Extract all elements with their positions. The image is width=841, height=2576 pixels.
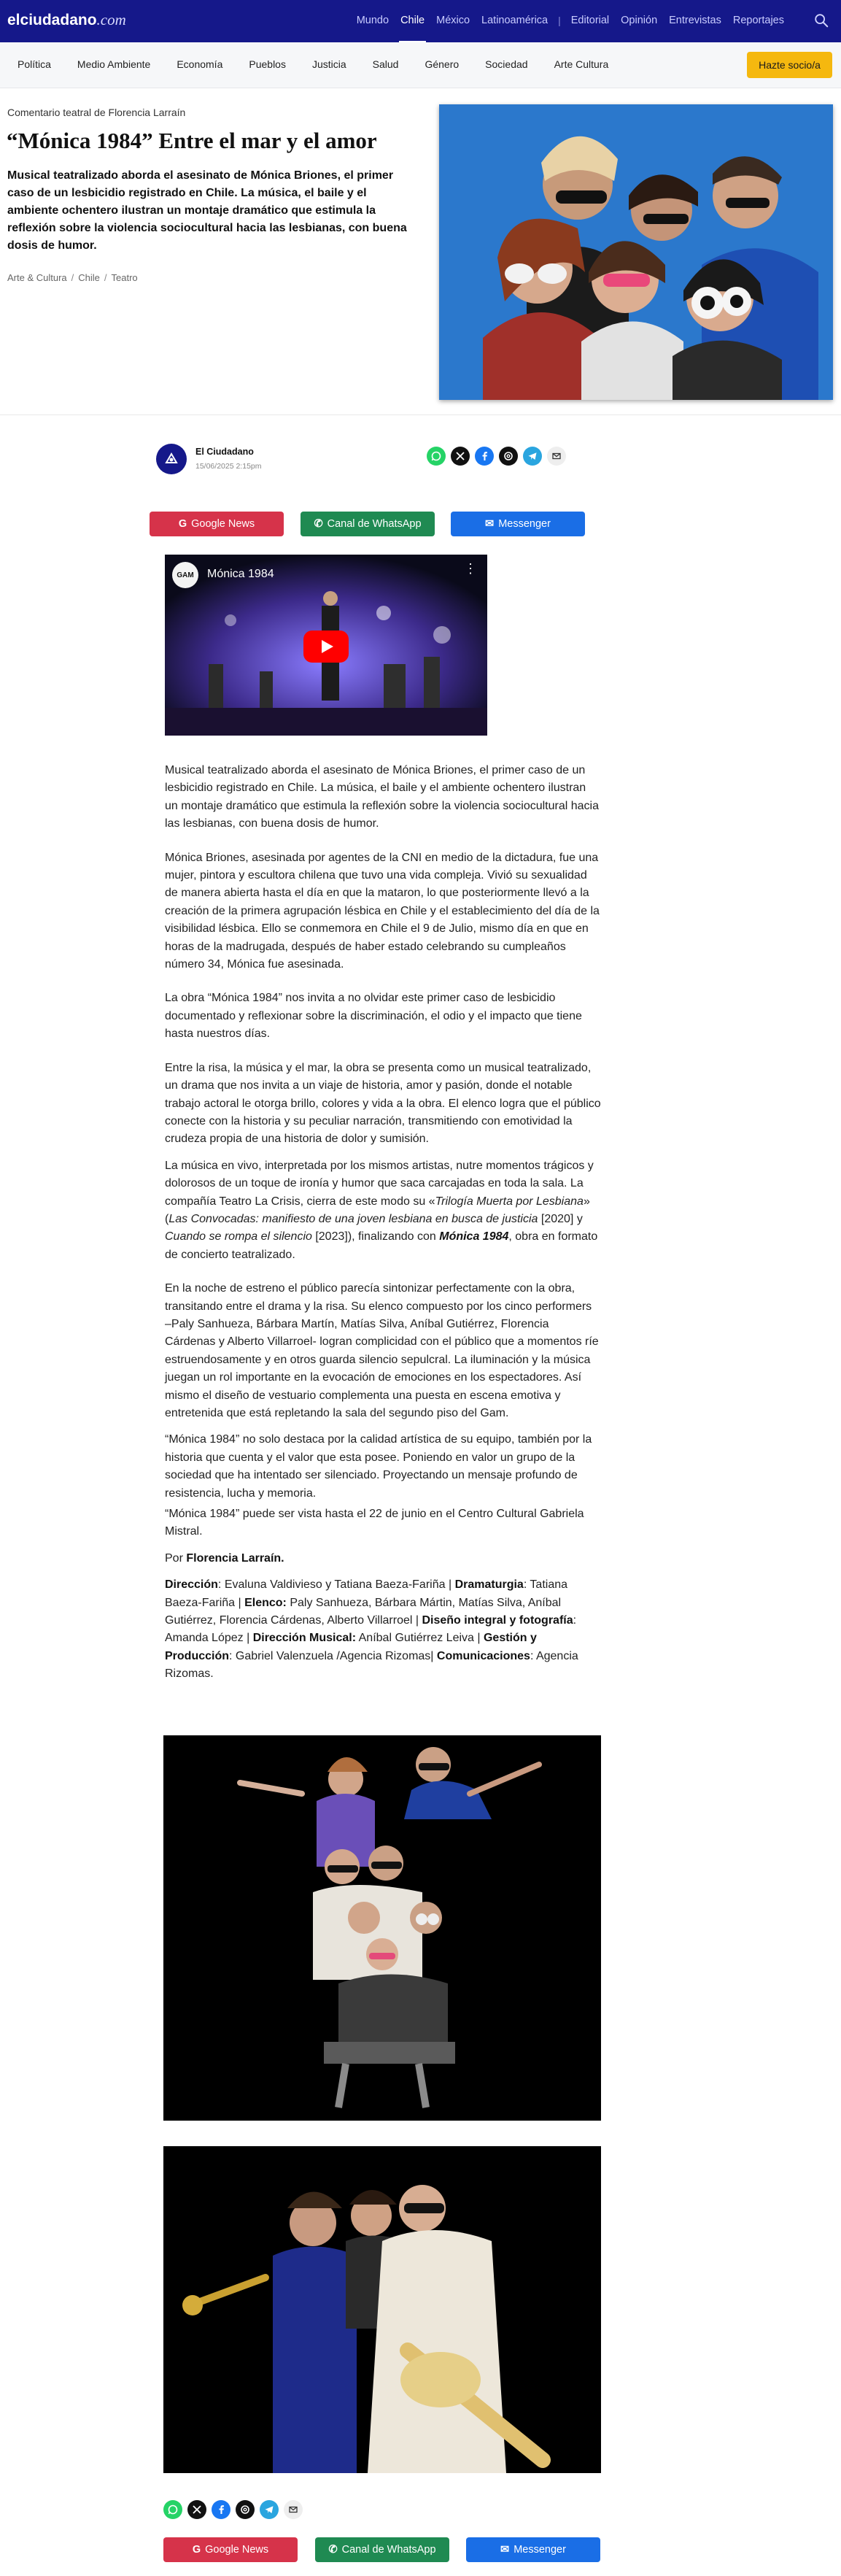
category-list bbox=[18, 58, 635, 70]
category-medio-ambiente[interactable]: Medio Ambiente bbox=[77, 58, 151, 70]
google-news-button[interactable]: G Google News bbox=[163, 2537, 298, 2562]
telegram-icon[interactable] bbox=[523, 447, 542, 466]
avatar[interactable] bbox=[156, 444, 187, 474]
telegram-icon[interactable] bbox=[260, 2500, 279, 2519]
threads-icon[interactable] bbox=[236, 2500, 255, 2519]
play-icon[interactable] bbox=[303, 630, 349, 663]
nav-latinoamerica[interactable]: Latinoamérica bbox=[481, 15, 549, 26]
email-icon[interactable] bbox=[547, 447, 566, 466]
hero-dek: Musical teatralizado aborda el asesinato de Mónica Briones, el primer caso de un lesbicidio registrado en Chile. La música, el baile y el ambiente ochentero ilustran un montaje dramático que estimula la reflexión sobre la violencia sociocultural hacia las lesbianas, con buena dosis de humor. bbox=[7, 169, 407, 252]
nav-mundo[interactable]: Mundo bbox=[356, 15, 390, 26]
google-icon: G bbox=[192, 2544, 201, 2556]
author-credit: Por Florencia Larraín. bbox=[165, 1551, 284, 1565]
video-channel-avatar[interactable]: GAM bbox=[172, 562, 198, 588]
messenger-icon: ✉ bbox=[500, 2544, 510, 2556]
breadcrumb: Arte & Cultura / Chile / Teatro bbox=[7, 272, 138, 283]
whatsapp-icon[interactable] bbox=[427, 447, 446, 466]
more-options-icon[interactable]: ⋮ bbox=[464, 561, 477, 576]
article-paragraph: La obra “Mónica 1984” nos invita a no olvidar este primer caso de lesbicidio documentado y reflexionar sobre la discriminación, el odio y el impacto que tiene hasta nuestros días. bbox=[165, 992, 582, 1041]
video-embed[interactable] bbox=[165, 555, 487, 736]
support-button[interactable]: Hazte socio/a bbox=[747, 52, 832, 78]
whatsapp-channel-button[interactable]: ✆ Canal de WhatsApp bbox=[315, 2537, 449, 2562]
article-paragraph: La música en vivo, interpretada por los mismos artistas, nutre momentos trágicos y dolorosos de un toque de ironía y humor que saca carcajadas en toda la sala. La compañía Teatro La Crisis, cierra de este modo su «Trilogía Muerta por Lesbiana» (Las Convocadas: manifiesto de una joven lesbiana en busca de justicia [2020] y Cuando se rompa el silencio [2023]), finalizando con Mónica 1984, obra en formato de concierto teatralizado. bbox=[165, 1159, 598, 1261]
search-icon[interactable] bbox=[813, 12, 829, 28]
breadcrumb-teatro[interactable]: Teatro bbox=[111, 272, 138, 283]
category-sociedad[interactable]: Sociedad bbox=[485, 58, 528, 70]
hero-divider bbox=[0, 414, 841, 415]
whatsapp-channel-button[interactable]: ✆ Canal de WhatsApp bbox=[301, 512, 435, 536]
article-paragraph: “Mónica 1984” puede ser vista hasta el 22 de junio en el Centro Cultural Gabriela Mistral. bbox=[165, 1508, 584, 1538]
facebook-icon[interactable] bbox=[212, 2500, 230, 2519]
author-name[interactable]: El Ciudadano bbox=[195, 447, 254, 457]
article-paragraph: Mónica Briones, asesinada por agentes de la CNI en medio de la dictadura, fue una mujer, pintora y escultora chilena que tuvo una vida compleja. Vivió su sexualidad de manera abierta hasta el día en que la mataron, lo que posteriormente llevó a la creación de la primera agrupación lésbica en Chile y el establecimiento del día de la visibilidad lésbica. Ello se conmemora en Chile el 9 de Julio, mismo día en que en horas de la madrugada, después de haber estado celebrando su cumpleaños número 34, Mónica fue asesinada. bbox=[165, 851, 600, 971]
whatsapp-icon: ✆ bbox=[314, 518, 323, 530]
category-genero[interactable]: Género bbox=[425, 58, 460, 70]
article-paragraph: “Mónica 1984” no solo destaca por la calidad artística de su equipo, también por la historia que cuenta y el valor que esta posee. Poniendo en valor un grupo de la sociedad que ha intentado ser silenciado. Proyectando un mensaje profundo de resistencia, lucha y memoria. bbox=[165, 1433, 592, 1500]
category-arte-cultura[interactable]: Arte Cultura bbox=[554, 58, 609, 70]
facebook-icon[interactable] bbox=[475, 447, 494, 466]
page-title: “Mónica 1984” Entre el mar y el amor bbox=[7, 128, 377, 153]
article-paragraph: Musical teatralizado aborda el asesinato de Mónica Briones, el primer caso de un lesbicidio registrado en Chile. La música, el baile y el ambiente ochentero ilustran un montaje dramático que estimula la reflexión sobre la violencia sociocultural hacia las lesbianas, con buena dosis de humor. bbox=[165, 764, 599, 830]
nav-chile[interactable]: Chile bbox=[395, 14, 430, 27]
video-title[interactable]: Mónica 1984 bbox=[207, 568, 274, 580]
whatsapp-icon[interactable] bbox=[163, 2500, 182, 2519]
hero-kicker: Comentario teatral de Florencia Larraín bbox=[7, 107, 186, 118]
category-politica[interactable]: Política bbox=[18, 58, 51, 70]
messenger-button[interactable]: ✉ Messenger bbox=[451, 512, 585, 536]
category-bar bbox=[0, 42, 841, 88]
main-nav bbox=[351, 14, 790, 27]
production-credits: Dirección: Evaluna Valdivieso y Tatiana Baeza-Fariña | Dramaturgia: Tatiana Baeza-Fariña | Elenco: Paly Sanhueza, Bárbara Mártin, Matías Silva, Aníbal Gutiérrez, Florencia Cárdenas, Alberto Villarroel | Diseño integral y fotografía: Amanda López | Dirección Musical: Aníbal Gutiérrez Leiva | Gestión y Producción: Gabriel Valenzuela /Agencia Rizomas| Comunicaciones: Agencia Rizomas. bbox=[165, 1578, 578, 1681]
author-logo-icon bbox=[163, 451, 179, 467]
nav-separator: | bbox=[558, 15, 561, 26]
category-salud[interactable]: Salud bbox=[372, 58, 399, 70]
breadcrumb-arte-cultura[interactable]: Arte & Cultura bbox=[7, 272, 67, 283]
article-paragraph: Entre la risa, la música y el mar, la obra se presenta como un musical teatralizado, un drama que nos invita a un viaje de historia, amor y pasión, donde el notable trabajo actoral le otorga brillo, colores y vida a la obra. El elenco logra que el público conecte con la historia y su peculiar narración, transmitiendo con emotividad la crudeza propia de una historia de dolor y sumisión. bbox=[165, 1061, 601, 1146]
category-pueblos[interactable]: Pueblos bbox=[249, 58, 286, 70]
x-icon[interactable] bbox=[451, 447, 470, 466]
messenger-icon: ✉ bbox=[485, 518, 495, 530]
publish-date: 15/06/2025 2:15pm bbox=[195, 462, 262, 471]
share-bar-bottom bbox=[163, 2500, 303, 2519]
nav-reportajes[interactable]: Reportajes bbox=[732, 15, 784, 26]
category-economia[interactable]: Economía bbox=[177, 58, 223, 70]
nav-mexico[interactable]: México bbox=[436, 15, 470, 26]
top-header bbox=[0, 0, 841, 42]
x-icon[interactable] bbox=[187, 2500, 206, 2519]
email-icon[interactable] bbox=[284, 2500, 303, 2519]
nav-opinion[interactable]: Opinión bbox=[621, 15, 658, 26]
category-justicia[interactable]: Justicia bbox=[311, 58, 346, 70]
article-photo-cast bbox=[163, 1735, 601, 2121]
hero-image bbox=[439, 104, 833, 400]
article-photo-band bbox=[163, 2146, 601, 2473]
messenger-button[interactable]: ✉ Messenger bbox=[466, 2537, 600, 2562]
nav-editorial[interactable]: Editorial bbox=[570, 15, 610, 26]
breadcrumb-chile[interactable]: Chile bbox=[78, 272, 100, 283]
threads-icon[interactable] bbox=[499, 447, 518, 466]
whatsapp-icon: ✆ bbox=[328, 2544, 338, 2556]
google-icon: G bbox=[178, 518, 187, 530]
share-bar-top bbox=[427, 447, 566, 466]
google-news-button[interactable]: G Google News bbox=[150, 512, 284, 536]
article-body bbox=[165, 762, 601, 1684]
site-logo[interactable]: elciudadano.com bbox=[7, 11, 126, 28]
nav-entrevistas[interactable]: Entrevistas bbox=[669, 15, 721, 26]
article-paragraph: En la noche de estreno el público parecía sintonizar perfectamente con la obra, transitando entre el drama y la risa. Su elenco compuesto por los cinco performers –Paly Sanhueza, Bárbara Martín, Matías Silva, Aníbal Gutiérrez, Florencia Cárdenas y Alberto Villarroel- logran complicidad con el público que a momentos ríe estruendosamente y en otros guarda silencio sepulcral. La iluminación y la música juegan un rol importante en la evocación de emociones en los espectadores. Así mismo el diseño de vestuario complementa una puesta en escena emotiva y entretenida que está repletando la sala del segundo piso del Gam. bbox=[165, 1282, 599, 1419]
